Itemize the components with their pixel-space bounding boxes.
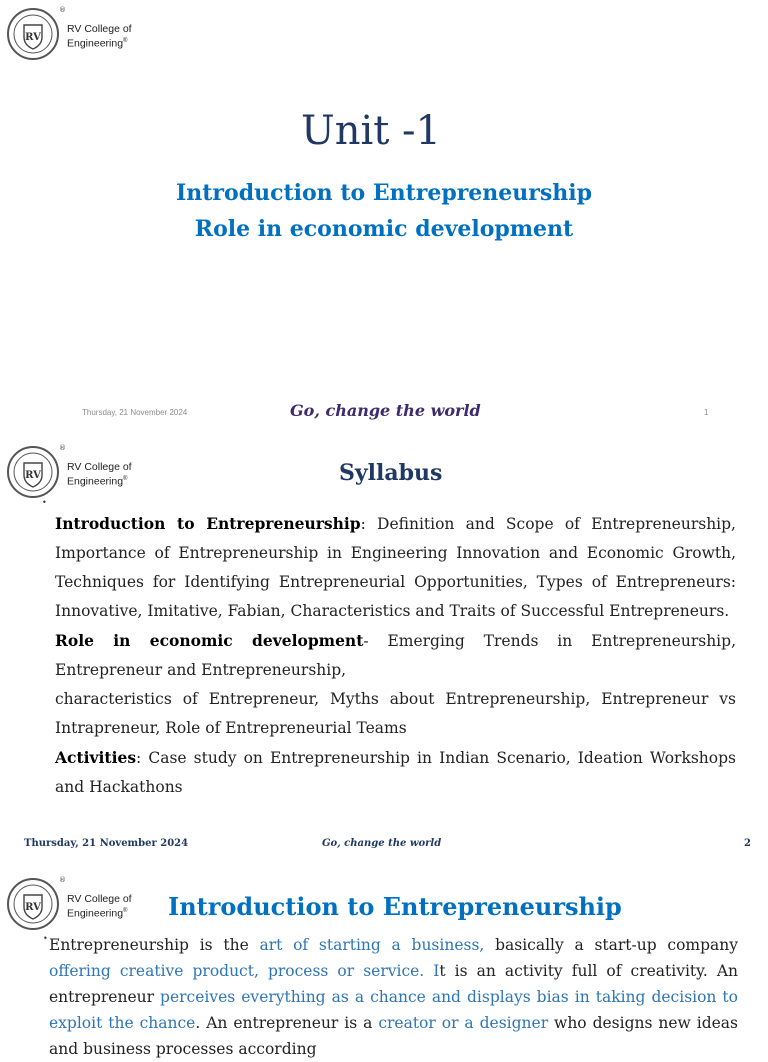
rvce-emblem-icon [6, 442, 64, 500]
syllabus-para-activities: Activities: Case study on Entrepreneurship in Indian Scenario, Ideation Workshops and Hackathons [55, 748, 736, 796]
svg-text:®: ® [59, 6, 66, 14]
rvce-emblem-icon [6, 4, 64, 62]
college-logo [6, 4, 136, 62]
footer-date: Thursday, 21 November 2024 [24, 838, 189, 849]
rvce-emblem-icon [6, 874, 64, 932]
subtitle-intro: Introduction to Entrepreneurship [175, 180, 592, 206]
svg-text:RV: RV [25, 470, 41, 481]
college-logo [6, 874, 136, 932]
college-name: RV College of Engineering® [67, 461, 132, 488]
slide-number: 1 [704, 408, 709, 417]
syllabus-para-characteristics: characteristics of Entrepreneur, Myths about Entrepreneurship, Entrepreneur vs Intrapreneur, Role of Entrepreneurial Teams [55, 690, 736, 737]
footer-tagline: Go, change the world [290, 401, 481, 420]
subtitle-role: Role in economic development [194, 216, 574, 242]
bullet-icon: • [43, 934, 48, 943]
slide-number: 2 [744, 838, 751, 849]
syllabus-title: Syllabus [339, 460, 443, 486]
college-logo [6, 442, 136, 500]
bullet-icon: • [42, 498, 47, 507]
syllabus-para-role: Role in economic development- Emerging Trends in Entrepreneurship, Entrepreneur and Entrepreneurship, [55, 631, 736, 679]
syllabus-para-intro: Introduction to Entrepreneurship: Definition and Scope of Entrepreneurship, Importance of Entrepreneurship in Engineering Innovation and Economic Growth, Techniques for Identifying Entrepreneurial Opportunities, Types of Entrepreneurs: Innovative, Imitative, Fabian, Characteristics and Traits of Successful Entrepreneurs. [55, 514, 736, 620]
footer-date: Thursday, 21 November 2024 [82, 408, 188, 417]
unit-title: Unit -1 [300, 108, 442, 154]
svg-text:RV: RV [25, 32, 41, 43]
slide-1 [0, 0, 768, 438]
slide-3 [0, 870, 768, 1058]
slide-2 [0, 438, 768, 870]
syllabus-body [55, 509, 736, 802]
svg-text:®: ® [59, 444, 66, 452]
intro-body: Entrepreneurship is the art of starting a business, basically a start-up company offering creative product, process or service. It is an activity full of creativity. An entrepreneur perceives everything as a chance and displays bias in taking decision to exploit the chance. An entrepreneur is a creator or a designer who designs new ideas and business processes according [49, 936, 738, 1058]
intro-title: Introduction to Entrepreneurship [168, 892, 622, 921]
college-name: RV College of Engineering® [67, 893, 132, 920]
college-name: RV College of Engineering® [67, 23, 132, 50]
svg-text:RV: RV [25, 902, 41, 913]
svg-text:®: ® [59, 876, 66, 884]
footer-tagline: Go, change the world [322, 838, 442, 849]
